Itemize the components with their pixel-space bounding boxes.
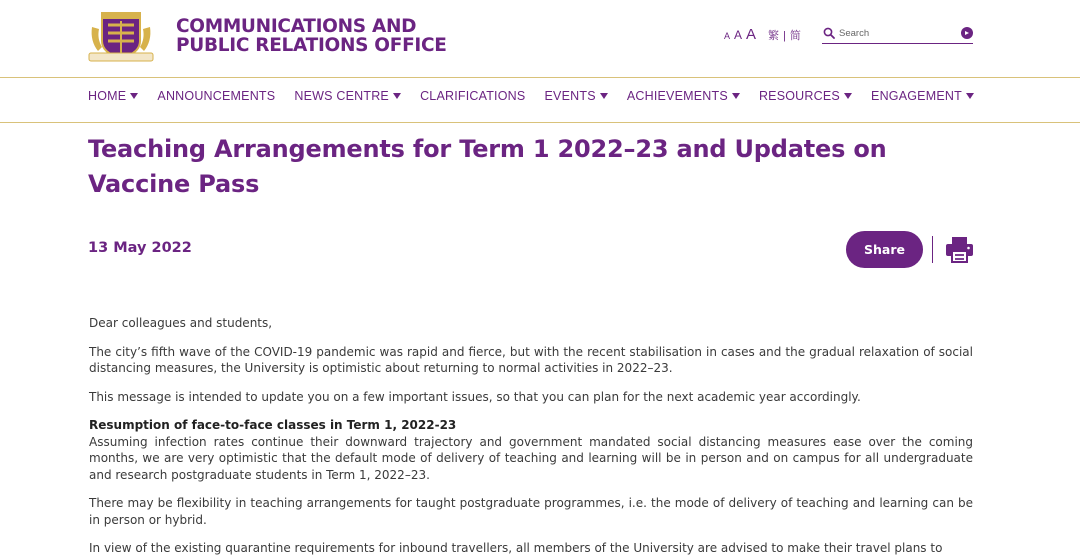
caret-down-icon bbox=[844, 93, 852, 99]
font-size-small-button[interactable]: A bbox=[724, 31, 731, 41]
caret-down-icon bbox=[600, 93, 608, 99]
nav-item-label: ANNOUNCEMENTS bbox=[157, 89, 276, 103]
toolbar-divider bbox=[932, 236, 933, 263]
caret-down-icon bbox=[732, 93, 740, 99]
nav-item-events[interactable] bbox=[545, 89, 608, 103]
caret-down-icon bbox=[393, 93, 401, 99]
nav-item-label: HOME bbox=[88, 89, 127, 103]
lang-separator: | bbox=[783, 30, 786, 42]
office-name-line1: COMMUNICATIONS AND bbox=[176, 16, 417, 37]
section-heading: Resumption of face-to-face classes in Term 1, 2022-23 bbox=[89, 418, 457, 432]
nav-item-label: ACHIEVEMENTS bbox=[626, 89, 728, 103]
section-resumption bbox=[89, 417, 973, 483]
font-size-medium-button[interactable]: A bbox=[734, 28, 743, 42]
font-size-large-button[interactable]: A bbox=[746, 26, 757, 43]
caret-down-icon bbox=[966, 93, 974, 99]
print-icon[interactable] bbox=[945, 235, 974, 264]
paragraph: In view of the existing quarantine requirements for inbound travellers, all members of the University are advised to make their travel plans to bbox=[89, 541, 943, 555]
nav-item-engagement[interactable] bbox=[871, 89, 974, 103]
nav-list bbox=[88, 89, 974, 103]
office-name[interactable] bbox=[176, 17, 447, 55]
nav-item-resources[interactable] bbox=[759, 89, 852, 103]
article-date: 13 May 2022 bbox=[88, 240, 192, 256]
main-navigation bbox=[0, 79, 1080, 123]
greeting: Dear colleagues and students, bbox=[89, 316, 273, 330]
search-icon bbox=[823, 27, 835, 39]
nav-item-label: ENGAGEMENT bbox=[871, 89, 962, 103]
caret-down-icon bbox=[130, 93, 138, 99]
header-tools bbox=[724, 26, 801, 43]
search-input[interactable] bbox=[839, 25, 957, 41]
paragraph: This message is intended to update you on a few important issues, so that you can plan for the next academic year accordingly. bbox=[89, 389, 861, 404]
page-title-line2: Vaccine Pass bbox=[88, 170, 260, 198]
university-crest-logo[interactable] bbox=[88, 11, 154, 63]
section-body: Assuming infection rates continue their downward trajectory and government mandated social distancing measures ease over the coming months, we are very optimistic that the default mode of delivery of teaching and learning will be in person and on campus for all undergraduate and research postgraduate students in Term 1, 2022–23. bbox=[89, 434, 973, 482]
share-button[interactable]: Share bbox=[846, 231, 923, 268]
page-title bbox=[88, 132, 948, 202]
office-name-line2: PUBLIC RELATIONS OFFICE bbox=[176, 35, 447, 56]
paragraph: There may be flexibility in teaching arrangements for taught postgraduate programmes, i.e. the mode of delivery of teaching and learning can be in person or hybrid. bbox=[89, 496, 973, 527]
article-body bbox=[89, 315, 973, 558]
lang-traditional-link[interactable]: 繁 bbox=[768, 30, 780, 42]
page-title-line1: Teaching Arrangements for Term 1 2022–23 and Updates on bbox=[88, 135, 887, 163]
nav-item-label: EVENTS bbox=[544, 89, 596, 103]
nav-item-label: RESOURCES bbox=[758, 89, 840, 103]
nav-item-news-centre[interactable] bbox=[294, 89, 401, 103]
search-box bbox=[822, 25, 973, 44]
site-header bbox=[0, 0, 1080, 78]
arrow-right-icon[interactable] bbox=[961, 27, 973, 39]
nav-item-label: NEWS CENTRE bbox=[294, 89, 389, 103]
nav-item-clarifications[interactable] bbox=[420, 89, 525, 103]
nav-item-home[interactable] bbox=[88, 89, 138, 103]
nav-item-label: CLARIFICATIONS bbox=[420, 89, 526, 103]
paragraph: The city’s fifth wave of the COVID-19 pandemic was rapid and fierce, but with the recent stabilisation in cases and the gradual relaxation of social distancing measures, the University is optimistic about returning to normal activities in 2022–23. bbox=[89, 344, 973, 375]
lang-simplified-link[interactable]: 简 bbox=[789, 30, 801, 42]
nav-item-achievements[interactable] bbox=[627, 89, 740, 103]
nav-item-announcements[interactable] bbox=[157, 89, 275, 103]
